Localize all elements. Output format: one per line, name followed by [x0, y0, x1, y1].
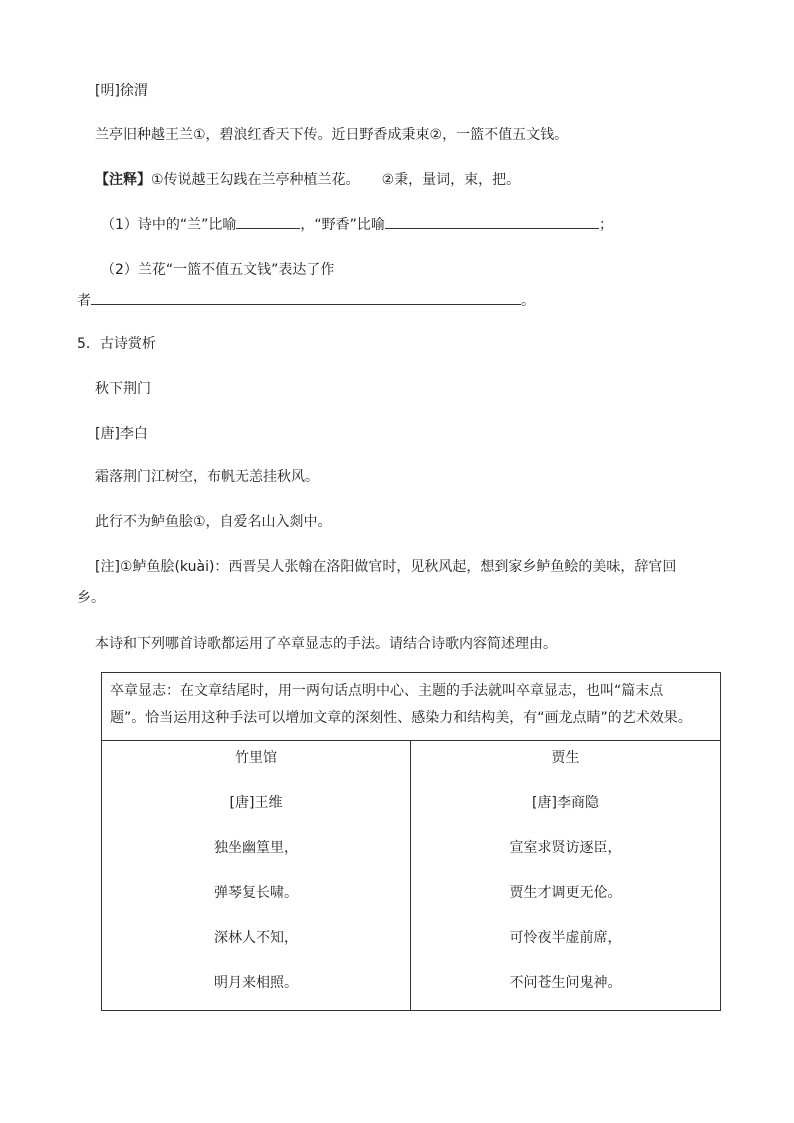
poem-a-line-1: 独坐幽篁里，: [214, 840, 298, 856]
poem1-author: [明]徐渭: [95, 83, 148, 99]
answer-blank-3[interactable]: [91, 290, 521, 305]
annotation-note-1: ①传说越王勾践在兰亭种植兰花。: [151, 172, 360, 188]
question-2-cont: 者: [77, 293, 91, 309]
question-1: [101, 214, 613, 235]
question-heading: 古诗赏析: [99, 336, 156, 352]
question-1-end: ；: [598, 217, 613, 233]
poem-a-line-3: 深林人不知，: [214, 930, 298, 946]
question-2: （2）兰花“一篮不值五文钱”表达了作: [101, 262, 335, 278]
poem-note-line-2: 乡。: [77, 590, 105, 606]
poem-b-line-1: 宣室求贤访逐臣，: [509, 840, 622, 856]
poem-b-author: [唐]李商隐: [532, 795, 599, 811]
poem-a-author: [唐]王维: [229, 795, 283, 811]
poem-a-line-2: 弹琴复长啸。: [214, 885, 298, 901]
definition-line-2: 题”。恰当运用这种手法可以增加文章的深刻性、感染力和结构美，有“画龙点睛”的艺术效果。: [110, 710, 692, 726]
answer-blank-2[interactable]: [385, 214, 599, 229]
annotation-label: 【注释】: [95, 172, 151, 188]
question-1-prefix: （1）诗中的“兰”比喻: [101, 217, 237, 233]
poem-cell-wangwei: [102, 741, 411, 1011]
poem-line-1: 霜落荆门江树空，布帆无恙挂秋风。: [95, 469, 319, 485]
question-2-continuation: [77, 290, 535, 311]
definition-line-1: 卒章显志：在文章结尾时，用一两句话点明中心、主题的手法就叫卒章显志，也叫“篇末点: [110, 683, 664, 699]
poems-row: [102, 741, 721, 1011]
question-number: 5．: [77, 336, 100, 352]
poem-a-line-4: 明月来相照。: [214, 975, 298, 991]
poem-line-2: 此行不为鲈鱼脍①，自爱名山入剡中。: [95, 514, 332, 530]
poem1-verse: 兰亭旧种越王兰①，碧浪红香天下传。近日野香成秉束②，一篮不值五文钱。: [95, 127, 569, 143]
poem-b-line-3: 可怜夜半虚前席，: [509, 930, 622, 946]
comparison-table: [101, 672, 721, 1011]
poem-title: 秋下荆门: [95, 381, 151, 397]
question-5-header: [77, 334, 156, 354]
annotation-note-2: ②秉，量词，束，把。: [381, 172, 521, 188]
question-2-end: 。: [521, 293, 535, 309]
poem-a-title: 竹里馆: [235, 750, 277, 766]
poem-note-line-1: [注]①鲈鱼脍(kuài)：西晋吴人张翰在洛阳做官时，见秋风起，想到家乡鲈鱼鲙的美味，辞官回: [95, 559, 677, 575]
definition-cell: [102, 673, 721, 741]
poem-b-line-4: 不问苍生问鬼神。: [509, 975, 622, 991]
poem-cell-lishangyin: [411, 741, 721, 1011]
poem1-annotation: [95, 170, 520, 190]
question-1-mid: ，“野香”比喻: [300, 217, 385, 233]
poem-b-line-2: 贾生才调更无伦。: [509, 885, 622, 901]
poem-author: [唐]李白: [95, 426, 148, 442]
answer-blank-1[interactable]: [236, 214, 300, 229]
poem-b-title: 贾生: [551, 750, 580, 766]
question-prompt: 本诗和下列哪首诗歌都运用了卒章显志的手法。请结合诗歌内容简述理由。: [95, 636, 557, 652]
definition-row: [102, 673, 721, 741]
